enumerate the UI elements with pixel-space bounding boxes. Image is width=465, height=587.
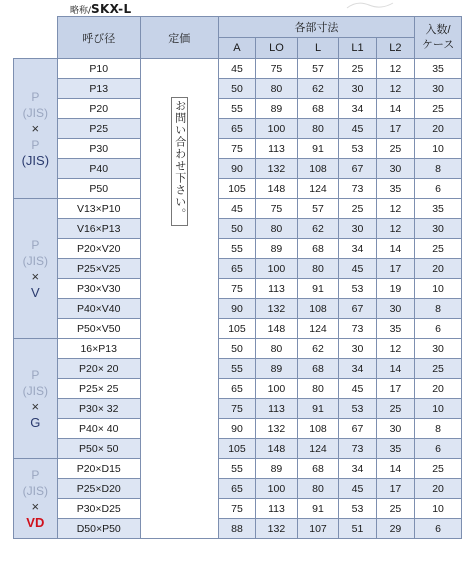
nominal-size-text: P25×V25 [76, 262, 121, 275]
value-cell-l2: 17 [376, 379, 414, 399]
value-cell-a: 55 [218, 239, 255, 259]
table-row [14, 379, 462, 399]
table-row [14, 79, 462, 99]
nominal-size-text: V16×P13 [76, 222, 121, 235]
value-cell-l2: 17 [376, 259, 414, 279]
nominal-size-text: P30 [89, 142, 109, 155]
nominal-size-cell [57, 479, 140, 499]
value-cell-l1: 67 [339, 419, 376, 439]
value-cell-l1: 73 [339, 439, 376, 459]
value-cell-l2: 35 [376, 179, 414, 199]
value-cell-a: 90 [218, 299, 255, 319]
group-label-cell [14, 59, 58, 199]
value-cell-l2: 29 [376, 519, 414, 539]
nominal-size-text: P50 [89, 182, 109, 195]
value-cell-l2: 25 [376, 399, 414, 419]
value-cell-l2: 30 [376, 299, 414, 319]
nominal-size-cell [57, 219, 140, 239]
value-cell-l: 80 [297, 119, 339, 139]
group-label-line: VD [26, 514, 45, 530]
value-cell-l1: 25 [339, 199, 376, 219]
value-cell-l2: 14 [376, 99, 414, 119]
value-cell-lo: 89 [256, 239, 298, 259]
nominal-size-cell [57, 519, 140, 539]
value-cell-l: 57 [297, 59, 339, 79]
value-cell-qty: 8 [415, 299, 462, 319]
value-cell-lo: 100 [256, 479, 298, 499]
table-row [14, 479, 462, 499]
value-cell-lo: 113 [256, 499, 298, 519]
value-cell-l: 62 [297, 219, 339, 239]
table-row [14, 399, 462, 419]
qty-header-line2: ケース [421, 38, 455, 51]
nominal-size-text: P13 [89, 82, 109, 95]
value-cell-l: 80 [297, 479, 339, 499]
table-row [14, 239, 462, 259]
value-cell-l2: 14 [376, 239, 414, 259]
nominal-size-text: P40×V40 [76, 302, 121, 315]
nominal-size-cell [57, 459, 140, 479]
value-cell-qty: 6 [415, 519, 462, 539]
value-cell-lo: 148 [256, 179, 298, 199]
value-cell-lo: 132 [256, 299, 298, 319]
value-cell-a: 55 [218, 459, 255, 479]
value-cell-l: 68 [297, 459, 339, 479]
value-cell-a: 50 [218, 219, 255, 239]
nominal-size-cell [57, 159, 140, 179]
table-row [14, 419, 462, 439]
table-row [14, 299, 462, 319]
title-prefix: 略称/ [70, 6, 92, 16]
value-cell-lo: 89 [256, 359, 298, 379]
value-cell-l1: 67 [339, 299, 376, 319]
value-cell-lo: 132 [256, 159, 298, 179]
value-cell-lo: 100 [256, 259, 298, 279]
nominal-size-cell [57, 359, 140, 379]
corner-cell [14, 17, 58, 59]
header-row [14, 17, 462, 38]
nominal-size-cell [57, 199, 140, 219]
nominal-size-cell [57, 499, 140, 519]
nominal-header: 呼び径 [57, 17, 140, 59]
faint-logo-mark [345, 0, 395, 10]
nominal-size-cell [57, 239, 140, 259]
value-cell-l2: 14 [376, 459, 414, 479]
table-row [14, 499, 462, 519]
value-cell-l1: 45 [339, 379, 376, 399]
value-cell-qty: 6 [415, 179, 462, 199]
nominal-size-cell [57, 379, 140, 399]
value-cell-lo: 80 [256, 219, 298, 239]
value-cell-l1: 53 [339, 279, 376, 299]
value-cell-l1: 53 [339, 499, 376, 519]
value-cell-l1: 53 [339, 399, 376, 419]
value-cell-l2: 25 [376, 499, 414, 519]
value-cell-l1: 73 [339, 319, 376, 339]
nominal-size-cell [57, 79, 140, 99]
value-cell-l: 80 [297, 259, 339, 279]
col-header-a: A [218, 38, 255, 59]
value-cell-l1: 45 [339, 259, 376, 279]
value-cell-lo: 100 [256, 119, 298, 139]
value-cell-qty: 30 [415, 79, 462, 99]
value-cell-a: 105 [218, 179, 255, 199]
value-cell-l2: 17 [376, 479, 414, 499]
value-cell-l1: 30 [339, 79, 376, 99]
value-cell-l: 68 [297, 99, 339, 119]
value-cell-l1: 34 [339, 359, 376, 379]
table-row [14, 319, 462, 339]
value-cell-lo: 75 [256, 59, 298, 79]
group-label-line: × [31, 498, 40, 514]
value-cell-a: 75 [218, 399, 255, 419]
nominal-size-text: D50×P50 [76, 522, 121, 535]
table-row [14, 139, 462, 159]
col-header-l1: L1 [339, 38, 376, 59]
value-cell-qty: 10 [415, 399, 462, 419]
value-cell-l2: 30 [376, 419, 414, 439]
col-header-l: L [297, 38, 339, 59]
value-cell-qty: 25 [415, 459, 462, 479]
value-cell-l1: 34 [339, 99, 376, 119]
value-cell-a: 90 [218, 419, 255, 439]
nominal-size-text: P40 [89, 162, 109, 175]
page-title [70, 1, 131, 15]
group-label-line: G [30, 414, 41, 430]
value-cell-l2: 19 [376, 279, 414, 299]
value-cell-l: 62 [297, 79, 339, 99]
value-cell-qty: 10 [415, 139, 462, 159]
value-cell-l: 57 [297, 199, 339, 219]
nominal-size-cell [57, 59, 140, 79]
nominal-size-cell [57, 139, 140, 159]
value-cell-a: 65 [218, 479, 255, 499]
value-cell-qty: 35 [415, 199, 462, 219]
value-cell-l: 124 [297, 179, 339, 199]
nominal-size-text: P20× 20 [79, 362, 119, 375]
nominal-size-text: 16×P13 [80, 342, 117, 355]
nominal-size-text: P25×D20 [76, 482, 121, 495]
value-cell-a: 105 [218, 439, 255, 459]
group-label-line: P [31, 467, 40, 482]
value-cell-qty: 30 [415, 339, 462, 359]
nominal-size-cell [57, 419, 140, 439]
qty-header [415, 17, 462, 59]
nominal-size-text: P20 [89, 102, 109, 115]
value-cell-a: 75 [218, 139, 255, 159]
value-cell-a: 45 [218, 59, 255, 79]
value-cell-qty: 20 [415, 479, 462, 499]
table-row [14, 119, 462, 139]
value-cell-lo: 75 [256, 199, 298, 219]
value-cell-lo: 113 [256, 399, 298, 419]
group-label-line: × [31, 398, 40, 414]
nominal-size-cell [57, 439, 140, 459]
value-cell-l2: 14 [376, 359, 414, 379]
value-cell-qty: 8 [415, 419, 462, 439]
value-cell-l1: 34 [339, 239, 376, 259]
table-row [14, 259, 462, 279]
value-cell-l1: 34 [339, 459, 376, 479]
value-cell-l2: 12 [376, 79, 414, 99]
nominal-size-text: P30×V30 [76, 282, 121, 295]
group-label-line: (JIS) [21, 152, 50, 168]
value-cell-qty: 8 [415, 159, 462, 179]
value-cell-qty: 25 [415, 359, 462, 379]
value-cell-a: 55 [218, 99, 255, 119]
value-cell-l: 124 [297, 319, 339, 339]
value-cell-qty: 20 [415, 379, 462, 399]
value-cell-l2: 17 [376, 119, 414, 139]
value-cell-l: 108 [297, 419, 339, 439]
price-header: 定価 [140, 17, 218, 59]
value-cell-lo: 148 [256, 439, 298, 459]
value-cell-qty: 6 [415, 439, 462, 459]
value-cell-a: 105 [218, 319, 255, 339]
table-row [14, 59, 462, 79]
nominal-size-text: P25 [89, 122, 109, 135]
spec-table [13, 16, 462, 539]
value-cell-l: 91 [297, 499, 339, 519]
value-cell-lo: 89 [256, 459, 298, 479]
value-cell-a: 55 [218, 359, 255, 379]
value-cell-a: 90 [218, 159, 255, 179]
value-cell-l2: 35 [376, 319, 414, 339]
value-cell-l2: 30 [376, 159, 414, 179]
price-note: お問い合わせ下さい。 [173, 100, 186, 220]
col-header-l2: L2 [376, 38, 414, 59]
value-cell-l1: 45 [339, 119, 376, 139]
value-cell-l2: 12 [376, 59, 414, 79]
value-cell-a: 75 [218, 499, 255, 519]
value-cell-qty: 10 [415, 279, 462, 299]
value-cell-l: 108 [297, 299, 339, 319]
value-cell-l1: 73 [339, 179, 376, 199]
value-cell-lo: 100 [256, 379, 298, 399]
nominal-size-text: P20×D15 [76, 462, 121, 475]
value-cell-lo: 89 [256, 99, 298, 119]
nominal-size-text: P20×V20 [76, 242, 121, 255]
nominal-size-cell [57, 319, 140, 339]
value-cell-lo: 132 [256, 519, 298, 539]
table-row [14, 179, 462, 199]
nominal-size-cell [57, 119, 140, 139]
group-label-cell [14, 459, 58, 539]
table-row [14, 159, 462, 179]
nominal-size-cell [57, 299, 140, 319]
value-cell-l: 107 [297, 519, 339, 539]
value-cell-l1: 53 [339, 139, 376, 159]
group-label-line: P [31, 137, 40, 152]
table-row [14, 519, 462, 539]
group-label-line: P [31, 237, 40, 252]
table-body [14, 59, 462, 539]
product-code: SKX-L [91, 2, 132, 16]
value-cell-lo: 113 [256, 279, 298, 299]
value-cell-l2: 35 [376, 439, 414, 459]
nominal-size-text: P50× 50 [79, 442, 119, 455]
value-cell-l: 80 [297, 379, 339, 399]
value-cell-lo: 132 [256, 419, 298, 439]
table-row [14, 279, 462, 299]
value-cell-qty: 35 [415, 59, 462, 79]
value-cell-a: 45 [218, 199, 255, 219]
value-cell-l2: 12 [376, 199, 414, 219]
value-cell-lo: 113 [256, 139, 298, 159]
price-note-box [171, 97, 188, 226]
group-label-line: × [31, 268, 40, 284]
table-row [14, 199, 462, 219]
nominal-size-cell [57, 259, 140, 279]
nominal-size-text: P40× 40 [79, 422, 119, 435]
value-cell-l1: 30 [339, 219, 376, 239]
value-cell-l: 124 [297, 439, 339, 459]
value-cell-qty: 6 [415, 319, 462, 339]
value-cell-l1: 30 [339, 339, 376, 359]
nominal-size-text: P10 [89, 62, 109, 75]
value-cell-a: 65 [218, 119, 255, 139]
group-label-cell [14, 339, 58, 459]
value-cell-a: 50 [218, 79, 255, 99]
value-cell-l1: 45 [339, 479, 376, 499]
value-cell-l: 91 [297, 399, 339, 419]
value-cell-l2: 12 [376, 219, 414, 239]
value-cell-qty: 30 [415, 219, 462, 239]
value-cell-qty: 20 [415, 119, 462, 139]
value-cell-l: 68 [297, 239, 339, 259]
group-label-line: (JIS) [22, 483, 48, 498]
nominal-size-text: V13×P10 [76, 202, 121, 215]
value-cell-l2: 25 [376, 139, 414, 159]
nominal-size-text: P30×D25 [76, 502, 121, 515]
group-label-line: V [30, 284, 40, 300]
table-row [14, 459, 462, 479]
value-cell-a: 65 [218, 379, 255, 399]
group-label-line: (JIS) [22, 253, 48, 268]
value-cell-lo: 80 [256, 339, 298, 359]
qty-header-line1: 入数/ [425, 23, 451, 36]
group-label-line: (JIS) [22, 383, 48, 398]
value-cell-l2: 12 [376, 339, 414, 359]
value-cell-qty: 20 [415, 259, 462, 279]
group-label-line: P [31, 89, 40, 104]
table-row [14, 359, 462, 379]
group-label-cell [14, 199, 58, 339]
group-label-line: (JIS) [22, 105, 48, 120]
value-cell-lo: 148 [256, 319, 298, 339]
value-cell-a: 65 [218, 259, 255, 279]
nominal-size-cell [57, 99, 140, 119]
value-cell-l: 91 [297, 139, 339, 159]
nominal-size-text: P50×V50 [76, 322, 121, 335]
value-cell-l: 62 [297, 339, 339, 359]
price-cell [140, 59, 218, 539]
value-cell-l1: 25 [339, 59, 376, 79]
col-header-lo: LO [256, 38, 298, 59]
nominal-size-text: P30× 32 [79, 402, 119, 415]
table-row [14, 99, 462, 119]
value-cell-l: 108 [297, 159, 339, 179]
value-cell-a: 88 [218, 519, 255, 539]
group-label-line: × [31, 120, 40, 136]
group-label-line: P [31, 367, 40, 382]
table-row [14, 219, 462, 239]
nominal-size-cell [57, 279, 140, 299]
value-cell-a: 50 [218, 339, 255, 359]
value-cell-qty: 25 [415, 239, 462, 259]
table-row [14, 339, 462, 359]
table-row [14, 439, 462, 459]
value-cell-qty: 10 [415, 499, 462, 519]
value-cell-lo: 80 [256, 79, 298, 99]
dims-header: 各部寸法 [218, 17, 414, 38]
nominal-size-cell [57, 179, 140, 199]
value-cell-l1: 67 [339, 159, 376, 179]
nominal-size-cell [57, 339, 140, 359]
value-cell-a: 75 [218, 279, 255, 299]
value-cell-qty: 25 [415, 99, 462, 119]
value-cell-l1: 51 [339, 519, 376, 539]
nominal-size-text: P25× 25 [79, 382, 119, 395]
value-cell-l: 91 [297, 279, 339, 299]
nominal-size-cell [57, 399, 140, 419]
value-cell-l: 68 [297, 359, 339, 379]
